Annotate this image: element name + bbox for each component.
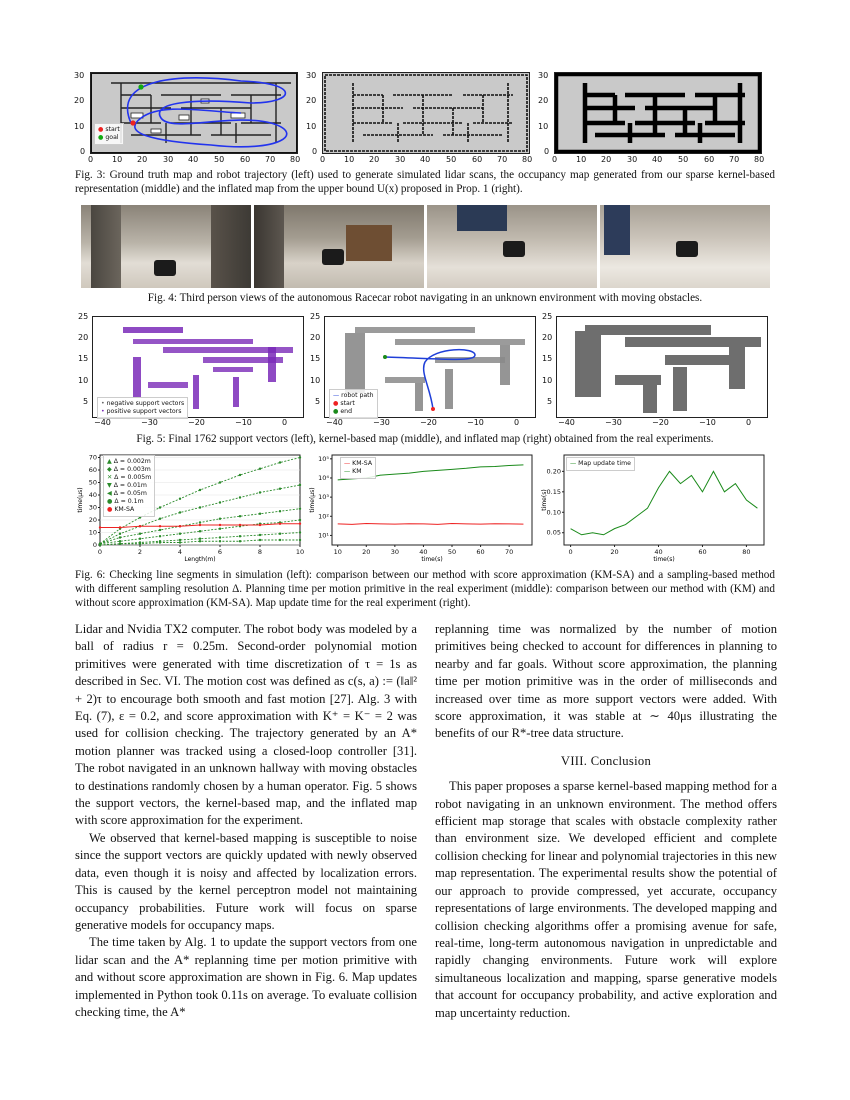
x-tick-label: 60 (476, 548, 485, 556)
fig5-end-marker (383, 355, 387, 359)
fig5-middle-panel (308, 312, 540, 430)
ytick: 0 (80, 147, 86, 156)
legend-item: Δ = 0.1m (114, 498, 144, 505)
data-point (179, 511, 181, 513)
y-tick-label: 10¹ (318, 531, 329, 540)
fig5-right-axes (556, 316, 768, 418)
data-point (219, 528, 221, 530)
ytick: 0 (544, 147, 550, 156)
legend-positive: positive support vectors (106, 408, 182, 415)
paragraph: Lidar and Nvidia TX2 computer. The robot body was modeled by a ball of radius r = 0.25m. Second-order polynomial motion primitives were generated with time discretization of τ = 1s as described in Sec. VI. The motion cost was defined as c(s, a) := (‖a‖² + 2)τ to encourage both smooth and fast motion [27]. Alg. 3 with Eq. (7), ε = 0.2, and score approximation with K⁺ = K⁻ = 2 was used for collision checking. The trajectory generated by an A* motion planner was tracked using a closed-loop controller [31]. The robot navigated in an unknown hallway with moving obstacles to destinations randomly chosen by a human operator. Fig. 5 shows the support vectors, the kernel-based map, and the inflated map with score approximation for the experiment. (75, 622, 417, 828)
legend-item: KM (352, 468, 362, 475)
xtick: 20 (137, 155, 148, 164)
xtick: 60 (240, 155, 251, 164)
fig3-right-map (555, 73, 761, 153)
data-point (279, 510, 281, 512)
racecar-robot (503, 241, 525, 257)
x-tick-label: 80 (742, 548, 751, 556)
fig4-photo-2 (254, 205, 424, 288)
x-tick-label: 10 (333, 548, 342, 556)
paragraph: replanning time was normalized by the number of motion primitives being checked to account for differences in planning to nearby and far goals. Without score approximation, the planning time per motion primitive was in the order of milliseconds and increased over time as more support vectors were added. With score approximation, it was stable at ∼ 40μs illustrating the benefits of our R*-tree data structure. (435, 622, 777, 741)
legend-robot-path: robot path (341, 392, 374, 399)
xtick: −40 (558, 418, 575, 427)
data-point (239, 496, 241, 498)
ytick: 20 (310, 333, 321, 342)
legend-item: KM-SA (352, 460, 373, 467)
y-tick-label: 40 (88, 491, 97, 499)
xtick: 10 (344, 155, 355, 164)
legend-end: end (340, 408, 353, 415)
ytick: 10 (310, 376, 321, 385)
pedestrian-legs (457, 205, 507, 231)
xtick: 0 (320, 155, 326, 164)
fig5-right-inflated-map (557, 317, 767, 417)
data-point (139, 533, 141, 535)
xtick: −20 (652, 418, 669, 427)
fig3-middle-panel (306, 66, 538, 166)
ytick: 10 (542, 376, 553, 385)
x-tick-label: 30 (390, 548, 399, 556)
xtick: −30 (141, 418, 158, 427)
xtick: 70 (265, 155, 276, 164)
data-point (299, 531, 301, 533)
ytick: 20 (306, 96, 317, 105)
x-tick-label: 60 (698, 548, 707, 556)
data-point (179, 541, 181, 543)
data-point (219, 536, 221, 538)
data-point (259, 534, 261, 536)
fig6-right-legend: — Map update time (566, 457, 635, 471)
xtick: 40 (652, 155, 663, 164)
y-tick-label: 0.20 (546, 467, 561, 476)
xtick: 80 (522, 155, 533, 164)
y-axis-label: time(μs) (309, 487, 316, 513)
data-point (119, 533, 121, 535)
data-point (179, 539, 181, 541)
ytick: 5 (315, 397, 321, 406)
xtick: 50 (214, 155, 225, 164)
xtick: 0 (746, 418, 752, 427)
xtick: 70 (729, 155, 740, 164)
legend-start: start (340, 400, 355, 407)
xtick: −30 (373, 418, 390, 427)
x-tick-label: 20 (362, 548, 371, 556)
y-tick-label: 0 (92, 541, 97, 549)
xtick: 20 (601, 155, 612, 164)
data-point (299, 484, 301, 486)
x-tick-label: 8 (257, 548, 263, 556)
xtick: −20 (420, 418, 437, 427)
y-tick-label: 60 (88, 466, 97, 474)
x-tick-label: 6 (217, 548, 223, 556)
x-tick-label: 2 (137, 548, 143, 556)
data-point (119, 536, 121, 538)
fig4-photo-4 (600, 205, 770, 288)
data-point (299, 519, 301, 521)
data-point (259, 468, 261, 470)
xtick: 70 (497, 155, 508, 164)
y-tick-label: 10² (318, 512, 329, 521)
fig3-legend: ● start ● goal (94, 123, 124, 145)
data-point (139, 525, 141, 527)
right-column (435, 621, 777, 1022)
ytick: 0 (312, 147, 318, 156)
fig4-caption: Fig. 4: Third person views of the autonomous Racecar robot navigating in an unknown environment with moving obstacles. (147, 292, 703, 304)
racecar-robot (154, 260, 176, 276)
xtick: 0 (552, 155, 558, 164)
data-point (239, 515, 241, 517)
legend-item: Δ = 0.003m (113, 466, 151, 473)
ytick: 15 (310, 354, 321, 363)
y-tick-label: 0.15 (546, 487, 561, 496)
y-tick-label: 70 (88, 453, 97, 462)
ytick: 20 (78, 333, 89, 342)
data-point (159, 506, 161, 508)
data-point (119, 540, 121, 542)
data-point (139, 538, 141, 540)
ytick: 10 (306, 122, 317, 131)
ytick: 5 (83, 397, 89, 406)
xtick: −10 (235, 418, 252, 427)
data-point (159, 541, 161, 543)
y-axis-label: time(μs) (77, 487, 84, 513)
data-point (239, 540, 241, 542)
y-tick-label: 10 (88, 528, 97, 537)
fig6-middle-legend: — KM-SA — KM (340, 457, 376, 479)
x-tick-label: 20 (610, 548, 619, 556)
x-tick-label: 0 (97, 548, 103, 556)
legend-negative: negative support vectors (106, 400, 185, 407)
data-point (99, 544, 101, 546)
fig4-photo-1 (81, 205, 251, 288)
xtick: 20 (369, 155, 380, 164)
data-point (279, 533, 281, 535)
data-point (179, 533, 181, 535)
x-tick-label: 50 (447, 548, 457, 556)
data-point (199, 506, 201, 508)
legend-item: Map update time (578, 460, 631, 467)
fig3-left-panel (74, 66, 306, 166)
data-point (259, 539, 261, 541)
xtick: 10 (576, 155, 587, 164)
data-point (159, 535, 161, 537)
ytick: 30 (74, 71, 85, 80)
ytick: 10 (538, 122, 549, 131)
fig5-caption: Fig. 5: Final 1762 support vectors (left), kernel-based map (middle), and inflated map (right) obtained from the real experiments. (136, 433, 714, 445)
fig3-start-marker (130, 120, 135, 125)
data-point (199, 530, 201, 532)
xtick: 40 (420, 155, 431, 164)
racecar-robot (322, 249, 344, 265)
y-tick-label: 0.05 (546, 528, 561, 537)
fig5-right-panel (540, 312, 772, 430)
xtick: 0 (282, 418, 288, 427)
fig5-left-panel (76, 312, 308, 430)
data-point (239, 524, 241, 526)
box-obstacle (346, 225, 392, 261)
data-point (219, 540, 221, 542)
section-heading: VIII. Conclusion (560, 753, 652, 768)
x-tick-label: 10 (295, 548, 305, 556)
y-tick-label: 30 (88, 503, 97, 512)
data-point (219, 481, 221, 483)
data-point (299, 508, 301, 510)
data-point (219, 524, 221, 526)
fig6-right-chart (540, 451, 772, 567)
legend-item: KM-SA (114, 506, 135, 513)
ytick: 25 (78, 312, 89, 321)
fig3-goal-marker (138, 84, 143, 89)
xtick: −40 (94, 418, 111, 427)
xtick: −10 (467, 418, 484, 427)
data-point (159, 525, 161, 527)
y-tick-label: 10³ (318, 493, 329, 502)
ytick: 10 (74, 122, 85, 131)
x-tick-label: 70 (505, 548, 514, 556)
legend-item: Δ = 0.05m (113, 490, 147, 497)
y-tick-label: 10⁴ (318, 473, 329, 482)
x-tick-label: 0 (568, 548, 573, 556)
xtick: −30 (605, 418, 622, 427)
fig6-left-legend: ▲ Δ = 0.002m ◆ Δ = 0.003m ✕ Δ = 0.005m ▼ Δ = 0.01m ◀ Δ = 0.05m ● Δ = 0.1m ● KM-SA (103, 455, 155, 517)
ytick: 20 (538, 96, 549, 105)
legend-item: Δ = 0.005m (114, 474, 152, 481)
data-point (119, 543, 121, 545)
data-point (199, 521, 201, 523)
x-axis-label: time(s) (653, 556, 675, 563)
data-point (119, 526, 121, 528)
x-axis-label: Length(m) (184, 556, 216, 563)
paragraph: This paper proposes a sparse kernel-based mapping method for a robot navigating in an unknown environment. The method offers efficient map storage that scales with obstacle complexity rather than environment size. We developed efficient and complete collision checking for linear and polynomial trajectories in this new map representation. The experimental results show the potential of our approach to provide compressed, yet accurate, occupancy representations of large environments. The developed mapping and collision checking algorithms offer a promising avenue for safe, real-time, long-term autonomous navigation in unpredictable and rapidly changing environments. Future work will explore simultaneous localization and mapping, sparse generative models that account for occupancy probability, and active exploration and map uncertainty reduction. (435, 779, 777, 1020)
y-tick-label: 10⁵ (318, 454, 329, 463)
xtick: 80 (754, 155, 765, 164)
racecar-robot (676, 241, 698, 257)
legend-item: Δ = 0.01m (113, 482, 147, 489)
data-point (219, 518, 221, 520)
ytick: 25 (310, 312, 321, 321)
xtick: 50 (446, 155, 457, 164)
fig6-middle-chart (308, 451, 540, 567)
xtick: −10 (699, 418, 716, 427)
xtick: 50 (678, 155, 689, 164)
y-tick-label: 50 (88, 478, 97, 487)
pedestrian-legs (604, 205, 630, 255)
fig4-photo-3 (427, 205, 597, 288)
xtick: 30 (163, 155, 174, 164)
xtick: 40 (188, 155, 199, 164)
data-point (259, 513, 261, 515)
left-column (75, 621, 417, 1021)
data-point (299, 456, 301, 458)
xtick: −20 (188, 418, 205, 427)
x-axis-label: time(s) (421, 556, 443, 563)
y-tick-label: 0.10 (546, 508, 561, 517)
data-point (199, 524, 201, 526)
fig6-caption: Fig. 6: Checking line segments in simulation (left): comparison between our method with score approximation (KM-SA) and a sampling-based method with different sampling resolution Δ. Planning time per motion primitive in the real experiment (middle): comparison between our method with (KM) and without score approximation (KM-SA). Map update time for the real experiment (right). (75, 569, 775, 609)
data-point (259, 524, 261, 526)
x-tick-label: 40 (419, 548, 428, 556)
data-point (179, 525, 181, 527)
fig3-right-axes (554, 72, 762, 154)
ytick: 30 (538, 71, 549, 80)
xtick: 10 (112, 155, 123, 164)
fig3-middle-map (323, 73, 529, 153)
fig3-legend-start: start (105, 126, 120, 133)
data-point (199, 538, 201, 540)
y-axis-label: time(s) (541, 489, 548, 511)
data-point (279, 488, 281, 490)
xtick: 30 (395, 155, 406, 164)
fig5-start-marker (431, 407, 435, 411)
ytick: 15 (78, 354, 89, 363)
xtick: −40 (326, 418, 343, 427)
paragraph: We observed that kernel-based mapping is susceptible to noise since the support vectors are quickly updated with newly observed data, even though it is noisy and affected by localization errors. This is caused by the kernel perceptron model not maintaining occupancy probabilities. Future work will focus on sparse generative models for occupancy maps. (75, 830, 417, 932)
fig3-middle-axes (322, 72, 530, 154)
data-point (279, 523, 281, 525)
ytick: 25 (542, 312, 553, 321)
data-point (259, 491, 261, 493)
data-point (279, 539, 281, 541)
xtick: 60 (704, 155, 715, 164)
ytick: 30 (306, 71, 317, 80)
fig5-middle-legend: — robot path ● start ● end (329, 389, 378, 419)
xtick: 0 (88, 155, 94, 164)
data-point (139, 543, 141, 545)
fig3-legend-goal: goal (105, 134, 119, 141)
fig5-left-legend: • negative support vectors • positive support vectors (97, 397, 188, 419)
data-point (159, 518, 161, 520)
fig6-left-chart (76, 451, 308, 567)
x-tick-label: 4 (177, 548, 183, 556)
ytick: 10 (78, 376, 89, 385)
legend-item: Δ = 0.002m (113, 458, 151, 465)
fig3-right-panel (538, 66, 772, 166)
ytick: 5 (547, 397, 553, 406)
xtick: 0 (514, 418, 520, 427)
data-point (159, 529, 161, 531)
fig3-caption: Fig. 3: Ground truth map and robot trajectory (left) used to generate simulated lidar scans, the occupancy map generated from our sparse kernel-based representation (middle) and the inflated map from the upper bound U(x) proposed in Prop. 1 (right). (75, 169, 775, 195)
data-point (199, 489, 201, 491)
x-tick-label: 40 (654, 548, 663, 556)
data-point (279, 461, 281, 463)
paragraph: The time taken by Alg. 1 to update the support vectors from one lidar scan and the A* replanning time per motion primitive with and without score approximation are shown in Fig. 6. Map updates implemented in Python took 0.11s on average. To evaluate collision checking time, the A* (75, 935, 417, 1019)
ytick: 15 (542, 354, 553, 363)
data-point (239, 535, 241, 537)
fig3-left-axes (90, 72, 298, 154)
xtick: 60 (472, 155, 483, 164)
data-point (299, 539, 301, 541)
ytick: 20 (74, 96, 85, 105)
data-point (179, 498, 181, 500)
xtick: 80 (290, 155, 301, 164)
fig5-middle-axes (324, 316, 536, 418)
data-point (219, 501, 221, 503)
data-point (299, 523, 301, 525)
ytick: 20 (542, 333, 553, 342)
data-point (199, 540, 201, 542)
y-tick-label: 20 (88, 516, 97, 524)
data-point (99, 526, 101, 528)
fig5-left-axes (92, 316, 304, 418)
data-point (239, 474, 241, 476)
xtick: 30 (627, 155, 638, 164)
